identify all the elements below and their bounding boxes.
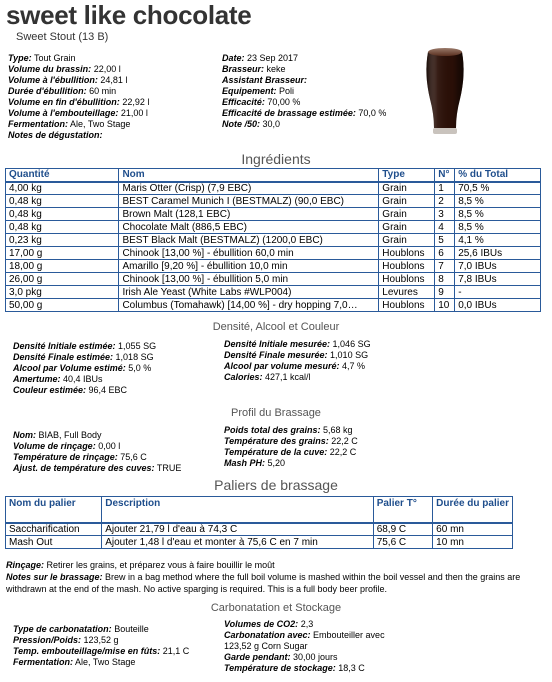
ingredient-cell: Levures — [379, 286, 435, 299]
ingredient-cell: Columbus (Tomahawk) [14,00 %] - dry hopping 7,0… — [119, 299, 379, 312]
info-label: Date: — [222, 53, 245, 63]
carbonation-value: 2,3 — [298, 619, 314, 629]
ingredient-row — [6, 208, 541, 221]
mash-step-row — [6, 536, 513, 549]
density-row — [224, 372, 371, 383]
info-left — [8, 53, 149, 141]
info-label: Volume à l'embouteillage: — [8, 108, 119, 118]
density-value: 1,055 SG — [115, 341, 157, 351]
density-measured — [224, 339, 371, 383]
mash-step-column-header: Nom du palier — [6, 497, 102, 523]
carbonation-row — [224, 663, 385, 674]
ingredient-cell: 1 — [435, 182, 455, 195]
mash-step-cell: 75,6 C — [373, 536, 432, 549]
info-label: Notes de dégustation: — [8, 130, 103, 140]
info-value: Tout Grain — [31, 53, 76, 63]
mash-step-cell: Ajouter 21,79 l d'eau à 74,3 C — [102, 523, 373, 536]
carbonation-value: 30,00 jours — [290, 652, 338, 662]
mash-row — [13, 430, 181, 441]
carbonation-value: 21,1 C — [160, 646, 190, 656]
density-value: 427,1 kcal/l — [262, 372, 311, 382]
density-label: Amertume: — [13, 374, 61, 384]
density-value: 1,046 SG — [330, 339, 371, 349]
info-row — [8, 64, 149, 75]
ingredient-cell: Houblons — [379, 273, 435, 286]
ingredient-cell: 26,00 g — [6, 273, 119, 286]
carbonation-label: Carbonatation avec: — [224, 630, 311, 640]
ingredient-cell: Grain — [379, 221, 435, 234]
ingredient-row — [6, 273, 541, 286]
density-heading: Densité, Alcool et Couleur — [212, 321, 340, 333]
carbonation-value: 18,3 C — [335, 663, 365, 673]
info-value: 23 Sep 2017 — [244, 53, 299, 63]
mash-row — [224, 436, 358, 447]
mash-step-cell: Mash Out — [6, 536, 102, 549]
carbonation-row — [224, 641, 385, 652]
info-value: 21,00 l — [118, 108, 148, 118]
mash-value: 5,68 kg — [320, 425, 353, 435]
mash-value: 0,00 l — [95, 441, 121, 451]
ingredient-cell: Grain — [379, 234, 435, 247]
density-row — [13, 341, 156, 352]
ingredient-cell: - — [455, 286, 541, 299]
ingredient-column-header: Nom — [119, 169, 379, 182]
ingredient-cell: Grain — [379, 195, 435, 208]
ingredient-cell: 7,0 IBUs — [455, 260, 541, 273]
mash-label: Mash PH: — [224, 458, 266, 468]
carbonation-left — [13, 624, 189, 668]
ingredient-cell: 4,1 % — [455, 234, 541, 247]
ingredients-heading: Ingrédients — [241, 151, 311, 167]
carbonation-value: 123,52 g — [81, 635, 119, 645]
density-value: 4,7 % — [339, 361, 366, 371]
ingredient-cell: 17,00 g — [6, 247, 119, 260]
density-row — [13, 363, 156, 374]
rincage-label: Rinçage: — [6, 560, 45, 570]
carbonation-value: Bouteille — [111, 624, 149, 634]
ingredient-column-header: Type — [379, 169, 435, 182]
mash-row — [13, 452, 181, 463]
ingredient-row — [6, 247, 541, 260]
mash-row — [224, 458, 358, 469]
steps-heading: Paliers de brassage — [214, 477, 338, 493]
info-label: Volume du brassin: — [8, 64, 92, 74]
density-label: Couleur estimée: — [13, 385, 87, 395]
ingredient-row — [6, 260, 541, 273]
carbonation-label: Température de stockage: — [224, 663, 336, 673]
ingredient-column-header: % du Total — [455, 169, 541, 182]
carbonation-row — [224, 630, 385, 641]
ingredient-cell: 8,5 % — [455, 195, 541, 208]
info-value: Ale, Two Stage — [68, 119, 131, 129]
density-row — [224, 350, 371, 361]
info-label: Note /50: — [222, 119, 261, 129]
ingredient-cell: 9 — [435, 286, 455, 299]
info-label: Volume à l'ébullition: — [8, 75, 98, 85]
density-label: Densité Finale mesurée: — [224, 350, 328, 360]
ingredient-cell: BEST Black Malt (BESTMALZ) (1200,0 EBC) — [119, 234, 379, 247]
ingredient-row — [6, 234, 541, 247]
mash-row — [13, 463, 181, 474]
info-label: Equipement: — [222, 86, 277, 96]
ingredient-cell: Houblons — [379, 299, 435, 312]
carbonation-label: Volumes de CO2: — [224, 619, 299, 629]
carbonation-label: Pression/Poids: — [13, 635, 82, 645]
mash-step-row — [6, 523, 513, 536]
ingredient-cell: BEST Caramel Munich I (BESTMALZ) (90,0 EBC) — [119, 195, 379, 208]
ingredient-column-header: N° — [435, 169, 455, 182]
info-label: Brasseur: — [222, 64, 265, 74]
ingredient-cell: Grain — [379, 182, 435, 195]
ingredient-row — [6, 195, 541, 208]
info-row — [222, 119, 386, 130]
density-label: Alcool par Volume estimé: — [13, 363, 126, 373]
info-label: Efficacité de brassage estimée: — [222, 108, 356, 118]
mash-row — [224, 425, 358, 436]
ingredient-cell: 7,8 IBUs — [455, 273, 541, 286]
info-label: Assistant Brasseur: — [222, 75, 308, 85]
ingredient-cell: Houblons — [379, 247, 435, 260]
density-estimated — [13, 341, 156, 396]
mash-label: Température de la cuve: — [224, 447, 328, 457]
mash-profile-right — [224, 425, 358, 469]
info-row — [8, 75, 149, 86]
density-value: 40,4 IBUs — [60, 374, 103, 384]
ingredient-cell: 70,5 % — [455, 182, 541, 195]
carbonation-label: Temp. embouteillage/mise en fûts: — [13, 646, 161, 656]
mash-profile-heading: Profil du Brassage — [231, 407, 321, 419]
ingredient-cell: 3,0 pkg — [6, 286, 119, 299]
carbonation-row — [224, 619, 385, 630]
info-row — [222, 86, 386, 97]
ingredient-cell: 4,00 kg — [6, 182, 119, 195]
info-value: keke — [264, 64, 286, 74]
ingredient-row — [6, 182, 541, 195]
mash-steps-table — [5, 496, 513, 549]
carbonation-row — [13, 624, 189, 635]
density-value: 5,0 % — [125, 363, 152, 373]
ingredient-cell: 8 — [435, 273, 455, 286]
mash-label: Poids total des grains: — [224, 425, 321, 435]
carbonation-right — [224, 619, 385, 674]
mash-row — [224, 447, 358, 458]
ingredient-cell: 0,48 kg — [6, 195, 119, 208]
mash-step-cell: Saccharification — [6, 523, 102, 536]
info-value: Poli — [276, 86, 295, 96]
density-value: 1,018 SG — [113, 352, 154, 362]
mash-profile-left — [13, 430, 181, 474]
density-label: Calories: — [224, 372, 263, 382]
density-label: Densité Initiale estimée: — [13, 341, 116, 351]
ingredient-cell: Chocolate Malt (886,5 EBC) — [119, 221, 379, 234]
mash-value: TRUE — [154, 463, 182, 473]
density-row — [224, 339, 371, 350]
ingredient-row — [6, 221, 541, 234]
mash-label: Ajust. de température des cuves: — [13, 463, 155, 473]
ingredient-row — [6, 299, 541, 312]
density-row — [13, 352, 156, 363]
ingredient-cell: 8,5 % — [455, 208, 541, 221]
ingredient-cell: Grain — [379, 208, 435, 221]
info-value: 60 min — [86, 86, 117, 96]
mash-step-cell: 60 mn — [433, 523, 513, 536]
info-right — [222, 53, 386, 130]
mash-step-cell: Ajouter 1,48 l d'eau et monter à 75,6 C en 7 min — [102, 536, 373, 549]
info-row — [222, 64, 386, 75]
carbonation-value: 123,52 g Corn Sugar — [224, 641, 308, 651]
mash-label: Nom: — [13, 430, 36, 440]
ingredient-cell: Houblons — [379, 260, 435, 273]
mash-step-column-header: Description — [102, 497, 373, 523]
info-label: Type: — [8, 53, 32, 63]
ingredient-cell: Amarillo [9,20 %] - ébullition 10,0 min — [119, 260, 379, 273]
mash-value: 22,2 C — [328, 436, 358, 446]
carbonation-heading: Carbonatation et Stockage — [210, 602, 342, 614]
brewing-notes — [6, 571, 546, 595]
ingredient-cell: 5 — [435, 234, 455, 247]
info-row — [222, 97, 386, 108]
mash-label: Température des grains: — [224, 436, 329, 446]
rincage-note — [6, 559, 546, 571]
ingredient-cell: 4 — [435, 221, 455, 234]
info-label: Fermentation: — [8, 119, 69, 129]
info-row — [8, 86, 149, 97]
ingredient-cell: 7 — [435, 260, 455, 273]
density-row — [224, 361, 371, 372]
ingredient-cell: 6 — [435, 247, 455, 260]
ingredient-column-header: Quantité — [6, 169, 119, 182]
density-value: 1,010 SG — [327, 350, 369, 360]
ingredient-cell: Chinook [13,00 %] - ébullition 60,0 min — [119, 247, 379, 260]
density-label: Densité Finale estimée: — [13, 352, 114, 362]
brewing-notes-label: Notes sur le brassage: — [6, 572, 103, 582]
ingredient-cell: 3 — [435, 208, 455, 221]
carbonation-row — [13, 646, 189, 657]
mash-value: 5,20 — [265, 458, 286, 468]
ingredient-cell: Chinook [13,00 %] - ébullition 5,0 min — [119, 273, 379, 286]
info-label: Volume en fin d'ébullition: — [8, 97, 120, 107]
ingredient-cell: 18,00 g — [6, 260, 119, 273]
info-row — [222, 108, 386, 119]
mash-step-cell: 68,9 C — [373, 523, 432, 536]
info-row — [8, 119, 149, 130]
beer-glass-image — [420, 44, 470, 136]
carbonation-row — [224, 652, 385, 663]
mash-step-column-header: Durée du palier — [433, 497, 513, 523]
carbonation-label: Garde pendant: — [224, 652, 291, 662]
mash-row — [13, 441, 181, 452]
ingredient-cell: Brown Malt (128,1 EBC) — [119, 208, 379, 221]
info-value: 70,0 % — [355, 108, 387, 118]
info-row — [8, 130, 149, 141]
info-value: 22,92 l — [119, 97, 150, 107]
carbonation-row — [13, 657, 189, 668]
mash-value: 75,6 C — [117, 452, 147, 462]
mash-value: BIAB, Full Body — [36, 430, 102, 440]
ingredient-cell: 2 — [435, 195, 455, 208]
carbonation-value: Ale, Two Stage — [73, 657, 136, 667]
mash-value: 22,2 C — [327, 447, 357, 457]
ingredient-row — [6, 286, 541, 299]
density-label: Densité Initiale mesurée: — [224, 339, 331, 349]
info-row — [8, 108, 149, 119]
carbonation-label: Fermentation: — [13, 657, 74, 667]
info-value: 70,00 % — [264, 97, 301, 107]
info-row — [8, 53, 149, 64]
info-label: Efficacité: — [222, 97, 265, 107]
info-label: Durée d'ébullition: — [8, 86, 87, 96]
ingredient-cell: 0,0 IBUs — [455, 299, 541, 312]
density-value: 96,4 EBC — [86, 385, 128, 395]
info-row — [222, 75, 386, 86]
info-value: 22,00 l — [91, 64, 121, 74]
mash-step-column-header: Palier T° — [373, 497, 432, 523]
ingredients-table — [5, 168, 541, 312]
rincage-text: Retirer les grains, et préparez vous à faire bouillir le moût — [44, 560, 275, 570]
brewing-notes-text: Brew in a bag method where the full boil volume is mashed within the boil vessel and then the grains are withdrawn at the end of the mash. No active sparging is required. This is a full body beer profile. — [6, 572, 521, 594]
ingredient-cell: 0,23 kg — [6, 234, 119, 247]
density-row — [13, 374, 156, 385]
recipe-style: Sweet Stout (13 B) — [16, 31, 109, 43]
density-row — [13, 385, 156, 396]
ingredient-cell: 10 — [435, 299, 455, 312]
mash-step-cell: 10 mn — [433, 536, 513, 549]
ingredient-cell: Irish Ale Yeast (White Labs #WLP004) — [119, 286, 379, 299]
carbonation-value: Embouteiller avec — [310, 630, 385, 640]
recipe-title: sweet like chocolate — [6, 0, 252, 30]
ingredient-cell: 0,48 kg — [6, 208, 119, 221]
ingredient-cell: 50,00 g — [6, 299, 119, 312]
ingredient-cell: 25,6 IBUs — [455, 247, 541, 260]
carbonation-row — [13, 635, 189, 646]
ingredient-cell: 0,48 kg — [6, 221, 119, 234]
mash-label: Température de rinçage: — [13, 452, 118, 462]
info-value: 30,0 — [260, 119, 281, 129]
mash-label: Volume de rinçage: — [13, 441, 96, 451]
info-value: 24,81 l — [97, 75, 128, 85]
ingredient-cell: 8,5 % — [455, 221, 541, 234]
info-row — [222, 53, 386, 64]
carbonation-label: Type de carbonatation: — [13, 624, 112, 634]
info-row — [8, 97, 149, 108]
density-label: Alcool par volume mesuré: — [224, 361, 340, 371]
ingredient-cell: Maris Otter (Crisp) (7,9 EBC) — [119, 182, 379, 195]
